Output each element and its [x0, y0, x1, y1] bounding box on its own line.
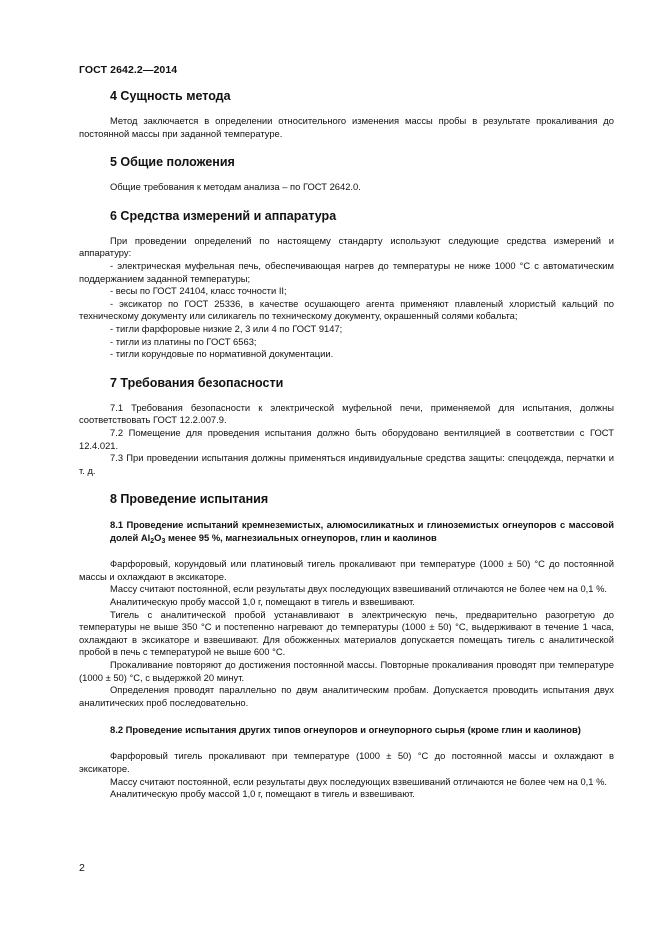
procedure-paragraph: Аналитическую пробу массой 1,0 г, помещают в тигель и взвешивают.	[110, 788, 415, 800]
equipment-item: - электрическая муфельная печь, обеспечивающая нагрев до температуры не ниже 1000 °С с автоматическим поддержанием заданной температуры;	[79, 259, 614, 284]
subsection-8-1-title	[79, 518, 614, 544]
equipment-item: - эксикатор по ГОСТ 25336, в качестве осушающего агента применяют плавленый хлористый кальций по техническому документу или силикагель по техническому документу, окрашенный солями кобальта;	[79, 297, 614, 322]
subsection-8-2-title: 8.2 Проведение испытания других типов огнеупоров и огнеупорного сырья (кроме глин и каолинов)	[110, 724, 581, 736]
subsection-8-1-title-c: менее 95 %, магнезиальных огнеупоров, глин и каолинов	[165, 532, 437, 544]
section-6-title: 6 Средства измерений и аппаратура	[110, 208, 337, 223]
procedure-paragraph: Фарфоровый тигель прокаливают при температуре (1000 ± 50) °С до постоянной массы и охлаждают в эксикаторе.	[79, 750, 614, 774]
procedure-paragraph: Массу считают постоянной, если результаты двух последующих взвешиваний отличаются не более чем на 0,1 %.	[110, 775, 608, 787]
subsection-8-1-title-a: 8.1 Проведение испытаний кремнеземистых, алюмосиликатных и глиноземистых огнеупоров с массовой долей Al	[110, 519, 614, 544]
procedure-paragraph: Фарфоровый, корундовый или платиновый тигель прокаливают при температуре (1000 ± 50) °С до постоянной массы и охлаждают в эксикаторе.	[79, 558, 614, 582]
equipment-item: - тигли из платины по ГОСТ 6563;	[110, 335, 257, 347]
section-4-title: 4 Сущность метода	[110, 89, 231, 103]
subsection-8-1-title-b: O	[154, 532, 162, 544]
section-7-title: 7 Требования безопасности	[110, 375, 284, 390]
document-body	[79, 88, 614, 801]
section-5-paragraph: Общие требования к методам анализа – по ГОСТ 2642.0.	[110, 181, 361, 193]
section-6-intro: При проведении определений по настоящему стандарту используют следующие средства измерений и аппаратуру:	[79, 234, 614, 259]
section-4-paragraph: Метод заключается в определении относительного изменения массы пробы в результате прокаливания до постоянной массы при заданной температуре.	[79, 115, 614, 139]
subscript-2: 2	[150, 538, 155, 546]
procedure-paragraph: Тигель с аналитической пробой устанавливают в электрическую печь, предварительно разогретую до температуры не выше 350 °С и постепенно нагревают до температуры (1000 ± 50) °С, выдерживают в течение 1 часа, охлаждают в эксикаторе и взвешивают. Для обожженных материалов допускается помещать тигель с аналитической пробой в печь с температурой не выше 600 °С.	[79, 608, 614, 658]
section-8-title: 8 Проведение испытания	[110, 492, 269, 507]
procedure-paragraph: Аналитическую пробу массой 1,0 г, помещают в тигель и взвешивают.	[110, 596, 415, 608]
procedure-paragraph: Прокаливание повторяют до достижения постоянной массы. Повторные прокаливания проводят при температуре (1000 ± 50) °С, с выдержкой 20 минут.	[79, 659, 614, 683]
equipment-item: - тигли корундовые по нормативной документации.	[110, 348, 334, 360]
subscript-3: 3	[161, 538, 166, 546]
page-number: 2	[79, 862, 85, 874]
procedure-paragraph: Определения проводят параллельно по двум аналитическим пробам. Допускается проводить испытания двух аналитических проб последовательно.	[79, 684, 614, 708]
section-5-title: 5 Общие положения	[110, 155, 235, 170]
equipment-item: - весы по ГОСТ 24104, класс точности II;	[110, 285, 287, 297]
procedure-paragraph: Массу считают постоянной, если результаты двух последующих взвешиваний отличаются не более чем на 0,1 %.	[110, 583, 608, 595]
safety-paragraph-7-2: 7.2 Помещение для проведения испытания должно быть оборудовано вентиляцией в соответствии с ГОСТ 12.4.021.	[79, 426, 614, 451]
safety-paragraph-7-1: 7.1 Требования безопасности к электрической муфельной печи, применяемой для испытания, должны соответствовать ГОСТ 12.2.007.9.	[79, 401, 614, 426]
document-header: ГОСТ 2642.2—2014	[79, 64, 178, 76]
equipment-item: - тигли фарфоровые низкие 2, 3 или 4 по ГОСТ 9147;	[110, 322, 343, 334]
safety-paragraph-7-3: 7.3 При проведении испытания должны применяться индивидуальные средства защиты: спецодежда, перчатки и т. д.	[79, 452, 614, 476]
